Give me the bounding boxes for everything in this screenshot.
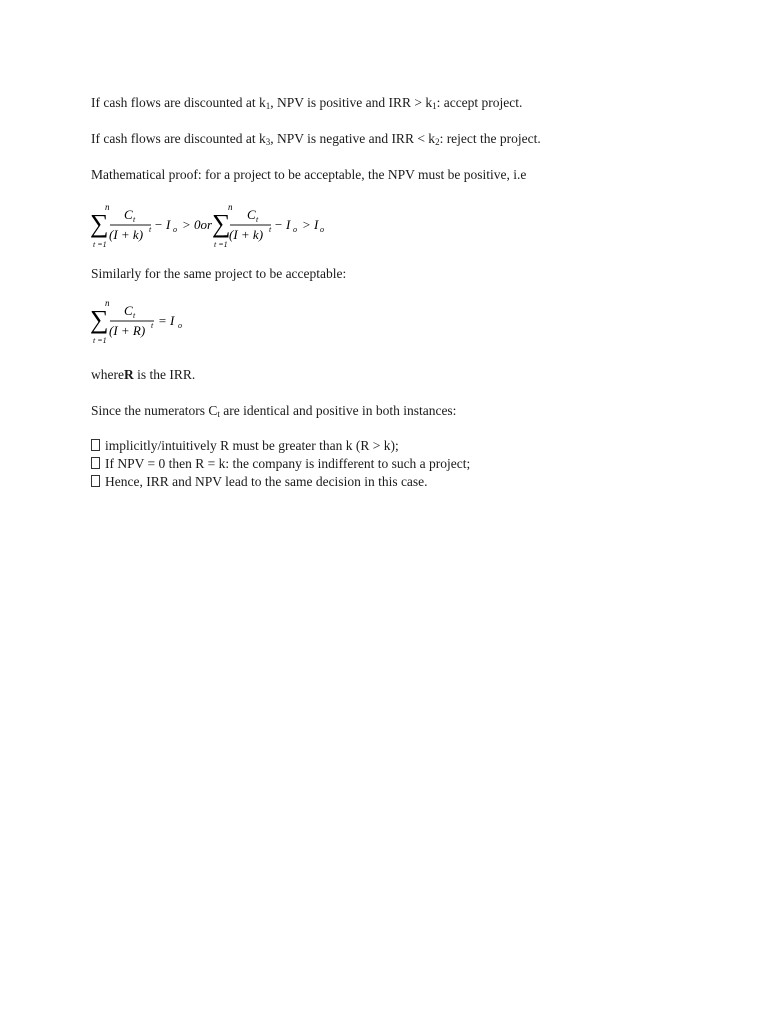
bullet-text: implicitly/intuitively R must be greater than k (R > k); — [105, 438, 399, 453]
denominator-sup: t — [269, 225, 272, 234]
denominator-sup: t — [149, 225, 152, 234]
sigma-symbol: ∑ — [90, 305, 109, 334]
denominator-sup: t — [151, 321, 154, 330]
io-sub: o — [293, 225, 297, 234]
paragraph-numerators — [91, 403, 456, 419]
greater-zero-or: > 0or — [182, 217, 213, 232]
numerator: C — [124, 303, 133, 318]
equation-irr — [88, 296, 198, 353]
denominator: (I + R) — [109, 323, 146, 338]
text: : accept project. — [436, 95, 523, 110]
sum-upper: n — [105, 202, 110, 212]
missing-glyph-box-icon — [91, 439, 100, 451]
bullet-item — [91, 474, 428, 490]
subscript: t — [217, 409, 220, 419]
bullet-text: Hence, IRR and NPV lead to the same decision in this case. — [105, 474, 428, 489]
sigma-symbol: ∑ — [212, 209, 231, 238]
bullet-text: If NPV = 0 then R = k: the company is indifferent to such a project; — [105, 456, 471, 471]
subscript: 1 — [265, 101, 271, 111]
text: , NPV is negative and IRR < k — [270, 131, 436, 146]
paragraph-reject-rule — [91, 131, 541, 147]
missing-glyph-box-icon — [91, 457, 100, 469]
text: is the IRR. — [133, 367, 196, 382]
denominator: (I + k) — [229, 227, 264, 242]
text: : reject the project. — [439, 131, 541, 146]
equation-npv-positive — [88, 200, 338, 257]
sum-lower: t =1 — [93, 240, 107, 249]
numerator: C — [247, 207, 256, 222]
text: are identical and positive in both instances: — [219, 403, 457, 418]
paragraph-where-r — [91, 367, 195, 383]
text: Since the numerators C — [91, 403, 218, 418]
denominator: (I + k) — [109, 227, 144, 242]
subscript: 3 — [265, 137, 271, 147]
sigma-symbol: ∑ — [90, 209, 109, 238]
equals-io: = I — [158, 313, 175, 328]
numerator-sub: t — [256, 215, 259, 224]
subscript: 2 — [435, 137, 440, 147]
minus-io: − I — [154, 217, 171, 232]
sum-lower: t =1 — [214, 240, 228, 249]
bullet-item — [91, 456, 470, 472]
text: , NPV is positive and IRR > k — [270, 95, 433, 110]
io-sub: o — [178, 321, 182, 330]
paragraph-accept-rule — [91, 95, 522, 111]
subscript: 1 — [432, 101, 437, 111]
io-sub: o — [320, 225, 324, 234]
text: If cash flows are discounted at k — [91, 131, 266, 146]
missing-glyph-box-icon — [91, 475, 100, 487]
io-sub: o — [173, 225, 177, 234]
bold-r: R — [123, 367, 134, 382]
paragraph-similarly: Similarly for the same project to be acceptable: — [91, 266, 347, 281]
numerator-sub: t — [133, 215, 136, 224]
sum-upper: n — [105, 298, 110, 308]
bullet-item — [91, 438, 399, 454]
sum-lower: t =1 — [93, 336, 107, 345]
minus-io: − I — [274, 217, 291, 232]
greater-io: > I — [302, 217, 319, 232]
text: If cash flows are discounted at k — [91, 95, 266, 110]
sum-upper: n — [228, 202, 233, 212]
text: where — [91, 367, 124, 382]
numerator: C — [124, 207, 133, 222]
paragraph-proof-intro: Mathematical proof: for a project to be acceptable, the NPV must be positive, i.e — [91, 167, 527, 182]
numerator-sub: t — [133, 311, 136, 320]
